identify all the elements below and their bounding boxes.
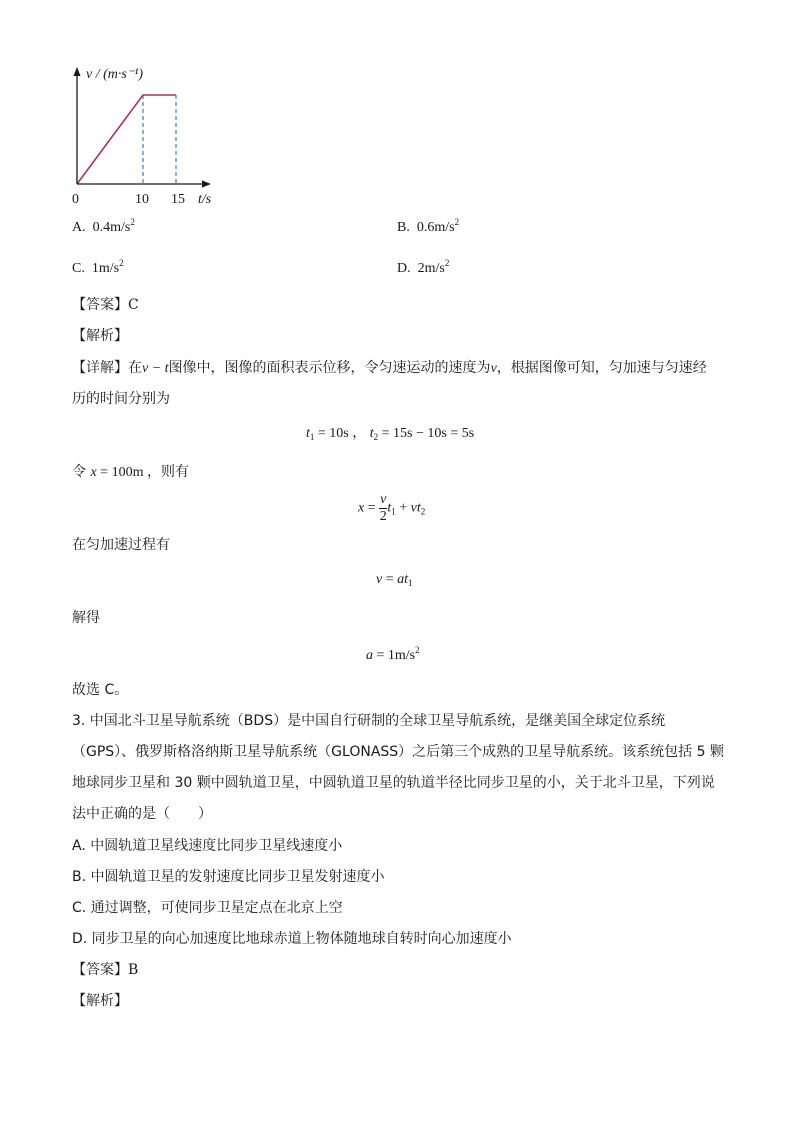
text: 图像中，图像的面积表示位移，令匀速运动的速度为: [168, 360, 491, 376]
option-letter: C.: [72, 261, 85, 276]
math: t: [387, 500, 392, 516]
q3-option-b[interactable]: B. 中圆轨道卫星的发射速度比同步卫星发射速度小: [72, 869, 385, 885]
q2-option-c[interactable]: [72, 259, 124, 279]
fraction-num: v: [380, 492, 387, 507]
option-exp: 2: [444, 258, 450, 268]
option-exp: 2: [119, 258, 124, 268]
option-value: 0.6m/s: [416, 220, 455, 235]
q2-answer: [72, 295, 139, 315]
math: x: [90, 465, 97, 480]
x-axis-label: t/s: [198, 192, 212, 207]
fraction-den: 2: [379, 509, 387, 524]
equation-displacement: [358, 492, 425, 525]
math-sub: 2: [420, 506, 426, 517]
math: v: [376, 572, 383, 587]
q2-detail-line2: 历的时间分别为: [72, 391, 170, 407]
answer-tag: 【答案】: [72, 962, 128, 978]
q2-option-d[interactable]: [397, 259, 449, 279]
q3-answer: [72, 960, 138, 980]
math: vt: [410, 500, 421, 516]
text: 令: [72, 464, 86, 480]
math-sub: 2: [373, 432, 379, 442]
answer-value: B: [128, 962, 139, 978]
math: = 1m/s: [373, 648, 416, 663]
text: = 100m ，则有: [96, 465, 189, 480]
math: a: [366, 648, 373, 663]
x-tick-label-15: 15: [171, 192, 185, 207]
math: =: [364, 500, 380, 516]
q2-option-a[interactable]: [72, 218, 135, 238]
q2-analysis-tag: 【解析】: [72, 328, 128, 344]
detail-tag: 【详解】: [72, 360, 128, 376]
option-letter: B.: [397, 220, 410, 235]
y-axis-label: v / (m·s⁻¹): [86, 67, 144, 82]
text: 在: [128, 360, 142, 376]
q2-option-b[interactable]: [397, 218, 459, 238]
math: =: [382, 572, 398, 587]
q3-option-a[interactable]: A. 中圆轨道卫星线速度比同步卫星线速度小: [72, 838, 343, 854]
math-sub: 1: [391, 506, 396, 517]
equation-result: [366, 646, 420, 666]
q2-accel-text: 在匀加速过程有: [72, 537, 170, 553]
option-letter: D.: [397, 261, 411, 276]
x-tick-label-10: 10: [135, 192, 149, 207]
vt-graph: [60, 58, 230, 208]
math-sub: 1: [408, 578, 413, 588]
q2-detail-line1: [72, 358, 707, 379]
text: ，根据图像可知，匀加速与匀速经: [496, 360, 707, 376]
math: = 15s − 10s = 5s: [378, 426, 475, 441]
option-letter: A.: [72, 220, 86, 235]
q3-stem-line3: 地球同步卫星和 30 颗中圆轨道卫星，中圆轨道卫星的轨道半径比同步卫星的小，关于北斗卫星，下列说: [72, 775, 715, 791]
option-value: 1m/s: [91, 261, 120, 276]
q2-choose-text: 故选 C。: [72, 682, 129, 698]
q3-stem-line1: 3. 中国北斗卫星导航系统（BDS）是中国自行研制的全球卫星导航系统，是继美国全球定位系统: [72, 713, 666, 729]
option-value: 0.4m/s: [92, 220, 131, 235]
q3-stem-line2: （GPS）、俄罗斯格洛纳斯卫星导航系统（GLONASS）之后第三个成熟的卫星导航系统。该系统包括 5 颗: [72, 744, 724, 760]
q2-let-line: [72, 462, 189, 483]
answer-tag: 【答案】: [72, 297, 128, 313]
answer-value: C: [128, 297, 139, 313]
q3-option-c[interactable]: C. 通过调整，可使同步卫星定点在北京上空: [72, 900, 343, 916]
q2-solve-text: 解得: [72, 610, 100, 626]
q3-option-d[interactable]: D. 同步卫星的向心加速度比地球赤道上物体随地球自转时向心加速度小: [72, 931, 512, 947]
math: +: [395, 500, 411, 516]
q3-analysis-tag: 【解析】: [72, 993, 128, 1009]
math: t: [306, 426, 310, 441]
option-exp: 2: [130, 217, 135, 227]
option-value: 2m/s: [417, 261, 445, 276]
equation-time: [306, 424, 474, 444]
option-exp: 2: [454, 217, 460, 227]
math: at: [397, 572, 409, 587]
math-vt: v − t: [142, 361, 169, 376]
equation-velocity: [376, 570, 413, 590]
math-sub: 1: [309, 432, 315, 442]
q3-stem-line4: 法中正确的是（ ）: [72, 806, 212, 822]
math: t: [369, 426, 374, 441]
math-v: v: [490, 361, 497, 376]
math: x: [358, 500, 365, 516]
math-sup: 2: [415, 645, 420, 655]
velocity-line: [77, 95, 176, 184]
math: = 10s ，: [314, 426, 367, 441]
origin-label: 0: [72, 192, 79, 207]
